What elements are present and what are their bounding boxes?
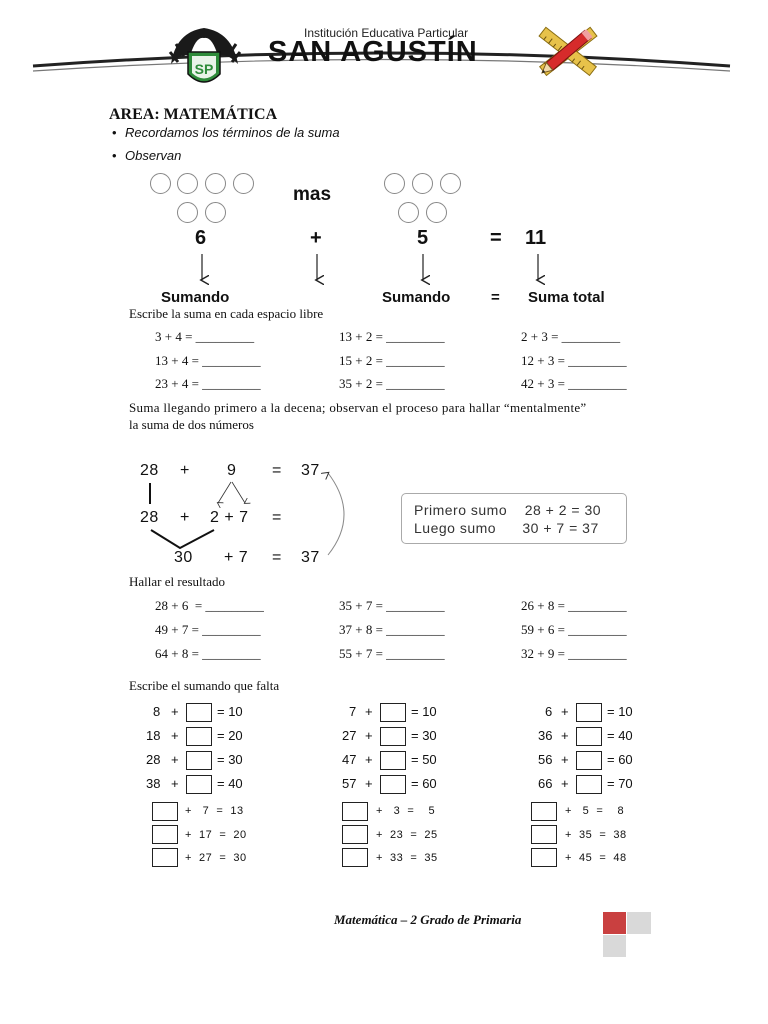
exercise-row: 42 + 3 = _________ <box>521 376 627 391</box>
answer-box[interactable] <box>342 802 368 821</box>
exercise-row: 35 + 2 = _________ <box>339 376 445 391</box>
plus-sign: + <box>365 752 373 767</box>
answer-box[interactable] <box>576 727 602 746</box>
addend-2: 5 <box>417 227 429 249</box>
footer-square-red <box>603 912 626 934</box>
area-title: AREA: MATEMÁTICA <box>109 106 278 123</box>
sum-result: = 30 <box>217 752 243 767</box>
answer-box[interactable] <box>186 751 212 770</box>
word-mas: mas <box>293 184 332 205</box>
equation-rest: + 3 = 5 <box>376 805 436 817</box>
known-addend: 28 <box>146 752 161 767</box>
diagram-symbol: = <box>272 509 282 526</box>
exercise-3-instruction: Escribe el sumando que falta <box>129 678 280 693</box>
answer-box[interactable] <box>186 775 212 794</box>
sum-result: = 50 <box>411 752 437 767</box>
equation-rest: + 35 = 38 <box>565 829 627 841</box>
diagram-number: 28 <box>140 462 159 479</box>
exercise-row: 12 + 3 = _________ <box>521 353 627 368</box>
exercise-row: 2 + 3 = _________ <box>521 329 621 344</box>
exercise-row: 59 + 6 = _________ <box>521 622 627 637</box>
equation-rest: + 7 = 13 <box>185 805 244 817</box>
school-name: SAN AGUSTÍN <box>268 36 478 68</box>
bullet-item: • Observan <box>125 148 181 163</box>
diagram-number: 28 <box>140 509 159 526</box>
exercise-row: 64 + 8 = _________ <box>155 646 261 661</box>
answer-box[interactable] <box>152 825 178 844</box>
mental-sum-instruction: Suma llegando primero a la decena; observan el proceso para hallar “mentalmente” <box>129 400 587 415</box>
sum-result: = 10 <box>411 704 437 719</box>
exercise-row: 32 + 9 = _________ <box>521 646 627 661</box>
answer-box[interactable] <box>342 848 368 867</box>
diagram-symbol: + <box>180 509 190 526</box>
equation-rest: + 45 = 48 <box>565 852 627 864</box>
exercise-row: 49 + 7 = _________ <box>155 622 261 637</box>
svg-text:SP: SP <box>194 61 214 77</box>
plus-sign: + <box>561 776 569 791</box>
equation-rest: + 33 = 35 <box>376 852 438 864</box>
answer-box[interactable] <box>380 751 406 770</box>
diagram-symbol: + <box>180 462 190 479</box>
exercise-row: 3 + 4 = _________ <box>155 329 255 344</box>
diagram-number: 9 <box>227 462 237 479</box>
diagram-number: + 7 <box>224 549 249 566</box>
plus-sign: + <box>171 728 179 743</box>
known-addend: 18 <box>146 728 161 743</box>
answer-box[interactable] <box>576 775 602 794</box>
answer-box[interactable] <box>186 703 212 722</box>
answer-box[interactable] <box>576 751 602 770</box>
equation-rest: + 23 = 25 <box>376 829 438 841</box>
known-addend: 36 <box>538 728 553 743</box>
plus-sign: + <box>561 728 569 743</box>
answer-box[interactable] <box>531 825 557 844</box>
known-addend: 57 <box>342 776 357 791</box>
known-addend: 8 <box>153 704 161 719</box>
exercise-row: 15 + 2 = _________ <box>339 353 445 368</box>
plus-sign: + <box>561 704 569 719</box>
answer-box[interactable] <box>380 775 406 794</box>
plus-sign: + <box>365 704 373 719</box>
answer-box[interactable] <box>380 727 406 746</box>
answer-box[interactable] <box>531 802 557 821</box>
diagram-symbol: = <box>272 549 282 566</box>
mental-sum-explanation-box <box>401 493 627 544</box>
exercise-1-instruction: Escribe la suma en cada espacio libre <box>129 306 324 321</box>
diagram-number: 37 <box>301 549 320 566</box>
exercise-row: 26 + 8 = _________ <box>521 598 627 613</box>
plus-sign: + <box>171 776 179 791</box>
exercise-row: 28 + 6 = _________ <box>155 598 264 613</box>
plus-sign: + <box>310 227 322 249</box>
plus-sign: + <box>561 752 569 767</box>
addend-1: 6 <box>195 227 207 249</box>
diagram-number: 30 <box>174 549 193 566</box>
exercise-row: 55 + 7 = _________ <box>339 646 445 661</box>
plus-sign: + <box>365 776 373 791</box>
sum-total: 11 <box>525 227 547 249</box>
plus-sign: + <box>365 728 373 743</box>
known-addend: 66 <box>538 776 553 791</box>
equation-rest: + 5 = 8 <box>565 805 625 817</box>
known-addend: 6 <box>545 704 553 719</box>
explanation-line: Luego sumo 30 + 7 = 37 <box>414 520 599 536</box>
sum-result: = 20 <box>217 728 243 743</box>
exercise-row: 13 + 2 = _________ <box>339 329 445 344</box>
institution-subtitle: Institución Educativa Particular <box>304 26 469 40</box>
known-addend: 56 <box>538 752 553 767</box>
label-sumando: Sumando <box>161 289 230 306</box>
footer-text: Matemática – 2 Grado de Primaria <box>334 912 522 927</box>
sum-result: = 10 <box>607 704 633 719</box>
sum-result: = 10 <box>217 704 243 719</box>
equation-rest: + 27 = 30 <box>185 852 247 864</box>
sum-result: = 40 <box>607 728 633 743</box>
label-suma-total: Suma total <box>528 289 605 306</box>
answer-box[interactable] <box>380 703 406 722</box>
sum-result: = 30 <box>411 728 437 743</box>
exercise-2-instruction: Hallar el resultado <box>129 574 226 589</box>
mental-sum-instruction: la suma de dos números <box>129 417 254 432</box>
exercise-row: 35 + 7 = _________ <box>339 598 445 613</box>
answer-box[interactable] <box>531 848 557 867</box>
answer-box[interactable] <box>186 727 212 746</box>
diagram-symbol: = <box>272 462 282 479</box>
answer-box[interactable] <box>152 802 178 821</box>
sum-result: = 40 <box>217 776 243 791</box>
diagram-number: 37 <box>301 462 320 479</box>
known-addend: 27 <box>342 728 357 743</box>
label-equals: = <box>491 289 500 306</box>
known-addend: 47 <box>342 752 357 767</box>
sum-result: = 60 <box>411 776 437 791</box>
label-sumando: Sumando <box>382 289 451 306</box>
answer-box[interactable] <box>152 848 178 867</box>
exercise-row: 37 + 8 = _________ <box>339 622 445 637</box>
exercise-row: 23 + 4 = _________ <box>155 376 261 391</box>
answer-box[interactable] <box>576 703 602 722</box>
plus-sign: + <box>171 752 179 767</box>
bullet-item: • Recordamos los términos de la suma <box>125 125 340 140</box>
plus-sign: + <box>171 704 179 719</box>
exercise-row: 13 + 4 = _________ <box>155 353 261 368</box>
known-addend: 38 <box>146 776 161 791</box>
sum-result: = 60 <box>607 752 633 767</box>
equation-rest: + 17 = 20 <box>185 829 247 841</box>
footer-square-gray <box>603 935 626 957</box>
explanation-line: Primero sumo 28 + 2 = 30 <box>414 502 602 518</box>
equals-sign: = <box>490 227 502 249</box>
known-addend: 7 <box>349 704 357 719</box>
answer-box[interactable] <box>342 825 368 844</box>
sum-result: = 70 <box>607 776 633 791</box>
footer-square-gray <box>627 912 651 934</box>
diagram-number: 2 + 7 <box>210 509 249 526</box>
